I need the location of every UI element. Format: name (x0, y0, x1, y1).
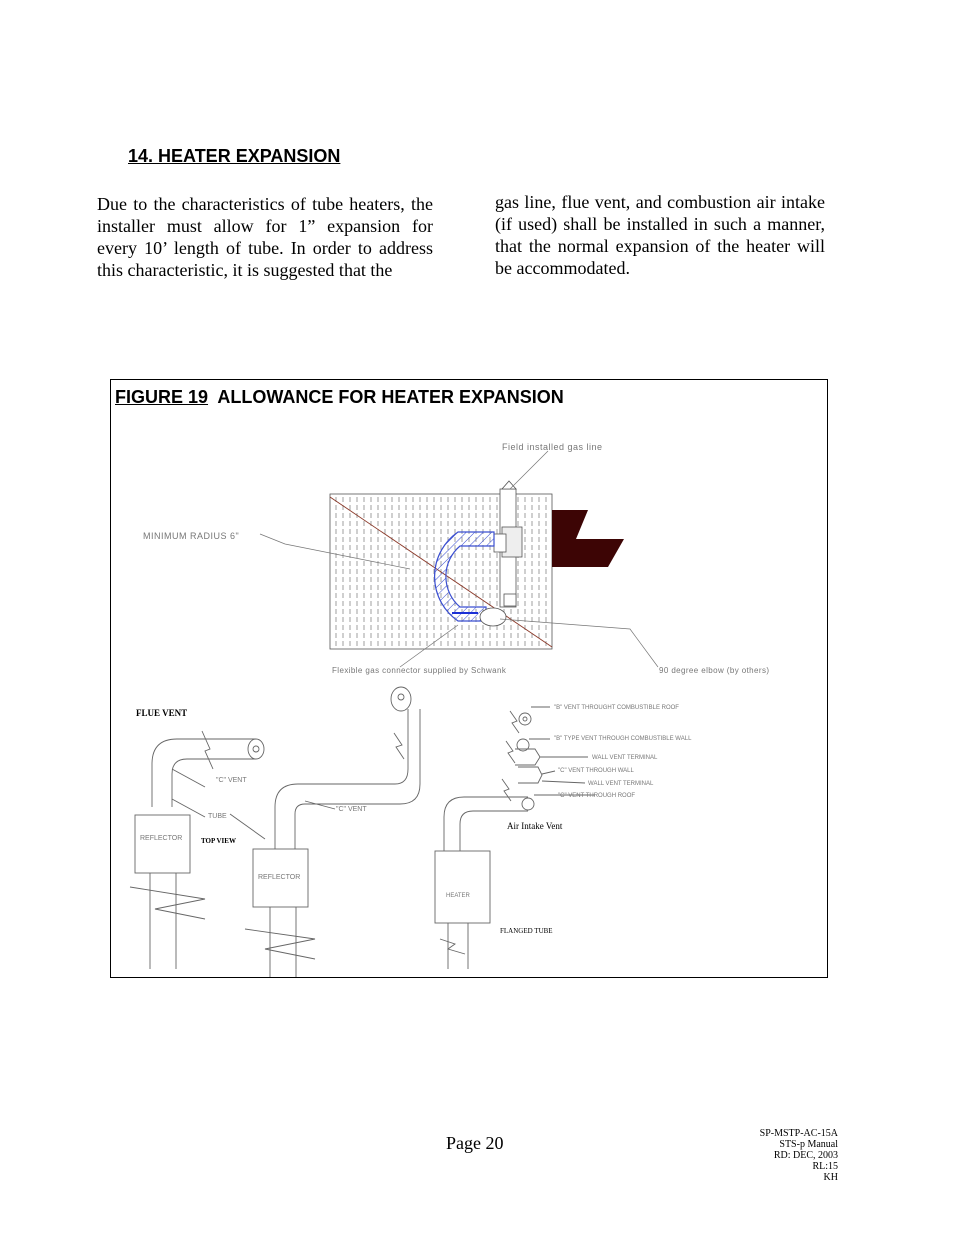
label-c-vent-1: "C" VENT (216, 777, 247, 784)
label-minimum-radius: MINIMUM RADIUS 6" (143, 531, 240, 541)
label-tube: TUBE (208, 813, 227, 820)
label-top-view: TOP VIEW (201, 837, 236, 845)
label-reflector-2: REFLECTOR (258, 874, 301, 881)
body-text-right: gas line, flue vent, and combustion air intake (if used) shall be installed in such a manner, that the normal expansion of the heater will be accommodated. (495, 192, 825, 278)
page-number: Page 20 (446, 1133, 504, 1153)
flue-vent-diagram-2 (230, 687, 420, 977)
label-c-vent-2: "C" VENT (336, 806, 367, 813)
label-air-intake: Air Intake Vent (507, 821, 563, 831)
meta-date: RD: DEC, 2003 (773, 1150, 838, 1161)
figure-diagram (110, 379, 828, 978)
figure-caption: ALLOWANCE FOR HEATER EXPANSION (217, 387, 564, 407)
roof-wedge (552, 510, 624, 567)
meta-manual: STS-p Manual (779, 1139, 838, 1150)
label-b-vent-wall: "B" TYPE VENT THROUGH COMBUSTIBLE WALL (554, 736, 692, 742)
meta-initials: KH (823, 1172, 838, 1183)
meta-release: RL:15 (812, 1161, 838, 1172)
label-flanged-tube: FLANGED TUBE (500, 927, 553, 935)
label-wall-terminal-2: WALL VENT TERMINAL (588, 781, 654, 787)
body-text-left: Due to the characteristics of tube heaters, the installer must allow for 1” expansion for every 10’ length of tube. In order to address this characteristic, it is suggested that the (97, 194, 433, 280)
figure-number: FIGURE 19 (115, 387, 209, 407)
document-meta (740, 1128, 838, 1183)
label-reflector-1: REFLECTOR (140, 835, 183, 842)
label-field-gas-line: Field installed gas line (502, 442, 603, 452)
label-wall-terminal-1: WALL VENT TERMINAL (592, 755, 658, 761)
meta-doc-id: SP-MSTP-AC-15A (759, 1128, 838, 1139)
label-flexible-connector: Flexible gas connector supplied by Schwank (332, 666, 507, 675)
section-heading: 14. HEATER EXPANSION (128, 146, 341, 166)
flue-vent-diagram-1 (130, 731, 264, 969)
label-b-vent-roof: "B" VENT THROUGHT COMBUSTIBLE ROOF (554, 705, 679, 711)
label-c-vent-roof: "C" VENT THROUGH ROOF (558, 793, 636, 799)
label-elbow: 90 degree elbow (by others) (659, 666, 770, 675)
label-flue-vent: FLUE VENT (136, 708, 188, 718)
label-heater: HEATER (446, 893, 470, 899)
label-c-vent-wall: "C" VENT THROUGH WALL (558, 768, 634, 774)
